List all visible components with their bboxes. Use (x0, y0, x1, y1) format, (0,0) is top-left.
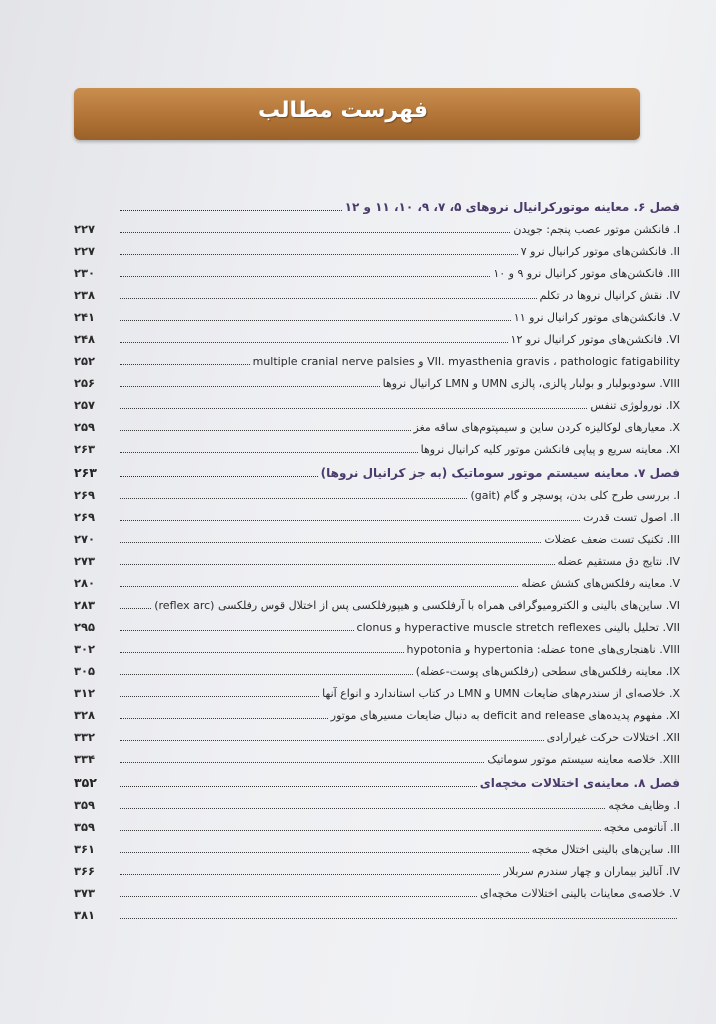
toc-item-row[interactable] (74, 700, 680, 722)
item-title: VI. فانکشن‌های موتور کرانیال نرو ۱۲ (510, 333, 680, 346)
dot-leader (120, 298, 537, 299)
page-number: ۳۰۵ (74, 664, 96, 678)
page-number: ۲۵۷ (74, 398, 96, 412)
page-number: ۲۲۷ (74, 222, 96, 236)
dot-leader (120, 542, 541, 543)
toc-item-row[interactable] (74, 368, 680, 390)
toc-item-row[interactable] (74, 258, 680, 280)
dot-leader (120, 342, 508, 343)
item-title: IX. نورولوژی تنفس (590, 399, 680, 412)
toc-item-row[interactable] (74, 390, 680, 412)
dot-leader (120, 630, 354, 631)
item-title: VIII. ناهنجاری‌های tone عضله: hypertonia و hypotonia (406, 643, 680, 656)
dot-leader (120, 564, 555, 565)
item-title: II. اصول تست قدرت (583, 511, 680, 524)
dot-leader (120, 852, 529, 853)
dot-leader (120, 586, 518, 587)
page-number: ۳۵۲ (74, 775, 97, 790)
item-title: V. خلاصه‌ی معاینات بالینی اختلالات مخچه‌ای (480, 887, 680, 900)
item-title: IV. آنالیز بیماران و چهار سندرم سربلار (503, 865, 680, 878)
dot-leader (120, 762, 484, 763)
page-number: ۲۵۹ (74, 420, 96, 434)
dot-leader (120, 386, 380, 387)
dot-leader (120, 232, 510, 233)
page-number: ۲۶۹ (74, 488, 96, 502)
chapter-title: فصل ۷. معاینه سیستم موتور سوماتیک (به جز کرانیال نروها) (320, 466, 680, 480)
page-number: ۲۳۰ (74, 266, 96, 280)
item-title: XIII. خلاصه معاینه سیستم موتور سوماتیک (487, 753, 680, 766)
dot-leader (120, 320, 511, 321)
dot-leader (120, 608, 151, 609)
item-title: XII. اختلالات حرکت غیرارادی (546, 731, 680, 744)
toc-item-row[interactable] (74, 280, 680, 302)
table-of-contents (74, 190, 680, 922)
toc-item-row[interactable] (74, 678, 680, 700)
item-title: IV. نقش کرانیال نروها در تکلم (539, 289, 680, 302)
toc-item-row[interactable] (74, 480, 680, 502)
page-number: ۳۵۹ (74, 820, 96, 834)
toc-item-row[interactable] (74, 634, 680, 656)
dot-leader (120, 520, 580, 521)
toc-item-row[interactable] (74, 214, 680, 236)
toc-header-banner (74, 88, 640, 140)
page-number: ۳۶۱ (74, 842, 96, 856)
toc-item-row[interactable] (74, 236, 680, 258)
page-number: ۲۵۶ (74, 376, 96, 390)
item-title: V. فانکشن‌های موتور کرانیال نرو ۱۱ (513, 311, 680, 324)
page-number: ۲۶۳ (74, 442, 96, 456)
dot-leader (120, 674, 413, 675)
dot-leader (120, 430, 411, 431)
page-number: ۲۲۷ (74, 244, 96, 258)
dot-leader (120, 476, 318, 477)
toc-item-row[interactable] (74, 900, 680, 922)
toc-item-row[interactable] (74, 834, 680, 856)
dot-leader (120, 786, 477, 787)
page-number: ۲۳۸ (74, 288, 96, 302)
toc-item-row[interactable] (74, 302, 680, 324)
toc-chapter-row[interactable] (74, 456, 680, 480)
item-title: III. ساین‌های بالینی اختلال مخچه (531, 843, 680, 856)
dot-leader (120, 276, 490, 277)
dot-leader (120, 830, 601, 831)
dot-leader (120, 210, 342, 211)
item-title: I. وظایف مخچه (608, 799, 680, 812)
toc-chapter-row[interactable] (74, 190, 680, 214)
page-number: ۲۸۰ (74, 576, 96, 590)
page-number: ۲۶۳ (74, 465, 97, 480)
dot-leader (120, 254, 518, 255)
item-title: I. بررسی طرح کلی بدن، پوسچر و گام (gait) (470, 489, 680, 502)
toc-item-row[interactable] (74, 346, 680, 368)
toc-item-row[interactable] (74, 412, 680, 434)
page-number: ۲۴۸ (74, 332, 96, 346)
page-number: ۲۵۲ (74, 354, 96, 368)
page-number: ۳۲۸ (74, 708, 96, 722)
page-number: ۳۸۱ (74, 908, 96, 922)
toc-item-row[interactable] (74, 878, 680, 900)
item-title: VI. ساین‌های بالینی و الکترومیوگرافی همراه با آرفلکسی و هیپورفلکسی پس از اختلال قوس رفلکسی (reflex arc) (154, 599, 680, 612)
page-number: ۳۷۳ (74, 886, 96, 900)
dot-leader (120, 696, 319, 697)
item-title: II. فانکشن‌های موتور کرانیال نرو ۷ (520, 245, 680, 258)
page-number: ۳۶۶ (74, 864, 96, 878)
page-number: ۳۳۲ (74, 730, 96, 744)
item-title: III. تکنیک تست ضعف عضلات (544, 533, 680, 546)
item-title: II. آناتومی مخچه (603, 821, 680, 834)
toc-item-row[interactable] (74, 524, 680, 546)
toc-chapter-row[interactable] (74, 766, 680, 790)
page-number: ۳۳۴ (74, 752, 96, 766)
page-number: ۲۶۹ (74, 510, 96, 524)
chapter-title: فصل ۶. معاینه موتورکرانیال نروهای ۵، ۷، ۹، ۱۰، ۱۱ و ۱۲ (344, 200, 680, 214)
item-title: X. معیارهای لوکالیزه کردن ساین و سیمپتوم‌های ساقه مغز (413, 421, 680, 434)
page-number: ۲۴۱ (74, 310, 96, 324)
item-title: VII. myasthenia gravis ، pathologic fatigability و multiple cranial nerve palsies (252, 355, 680, 368)
toc-item-row[interactable] (74, 502, 680, 524)
item-title: XI. مفهوم پدیده‌های deficit and release به دنبال ضایعات مسیرهای موتور (330, 709, 680, 722)
dot-leader (120, 452, 418, 453)
toc-item-row[interactable] (74, 434, 680, 456)
item-title: I. فانکشن موتور عصب پنجم: جویدن (513, 223, 680, 236)
page-number: ۲۸۳ (74, 598, 96, 612)
toc-item-row[interactable] (74, 568, 680, 590)
page-title: فهرست مطالب (257, 98, 428, 123)
toc-item-row[interactable] (74, 790, 680, 812)
item-title: VIII. سودوبولبار و بولبار پالزی، پالزی UMN و LMN کرانیال نروها (382, 377, 680, 390)
item-title: V. معاینه رفلکس‌های کشش عضله (521, 577, 680, 590)
dot-leader (120, 740, 544, 741)
item-title: XI. معاینه سریع و پیاپی فانکشن موتور کلیه کرانیال نروها (420, 443, 680, 456)
item-title: III. فانکشن‌های موتور کرانیال نرو ۹ و ۱۰ (493, 267, 680, 280)
page-number: ۲۹۵ (74, 620, 96, 634)
dot-leader (120, 874, 500, 875)
toc-item-row[interactable] (74, 744, 680, 766)
chapter-title: فصل ۸. معاینه‌ی اختلالات مخچه‌ای (479, 776, 680, 790)
page-number: ۲۷۰ (74, 532, 96, 546)
dot-leader (120, 498, 467, 499)
toc-item-row[interactable] (74, 812, 680, 834)
dot-leader (120, 896, 477, 897)
dot-leader (120, 918, 677, 919)
toc-item-row[interactable] (74, 324, 680, 346)
dot-leader (120, 808, 605, 809)
dot-leader (120, 652, 404, 653)
toc-item-row[interactable] (74, 612, 680, 634)
dot-leader (120, 408, 587, 409)
toc-item-row[interactable] (74, 546, 680, 568)
page-number: ۳۱۲ (74, 686, 96, 700)
item-title: IX. معاینه رفلکس‌های سطحی (رفلکس‌های پوست-عضله) (415, 665, 680, 678)
toc-item-row[interactable] (74, 656, 680, 678)
dot-leader (120, 718, 328, 719)
page-number: ۲۷۳ (74, 554, 96, 568)
item-title: IV. نتایج دق مستقیم عضله (557, 555, 680, 568)
dot-leader (120, 364, 250, 365)
item-title: VII. تحلیل بالینی hyperactive muscle stretch reflexes و clonus (356, 621, 680, 634)
toc-item-row[interactable] (74, 722, 680, 744)
toc-item-row[interactable] (74, 590, 680, 612)
item-title: X. خلاصه‌ای از سندرم‌های ضایعات UMN و LMN در کتاب استاندارد و انواع آنها (322, 687, 680, 700)
toc-item-row[interactable] (74, 856, 680, 878)
page-number: ۳۰۲ (74, 642, 96, 656)
page-number: ۳۵۹ (74, 798, 96, 812)
